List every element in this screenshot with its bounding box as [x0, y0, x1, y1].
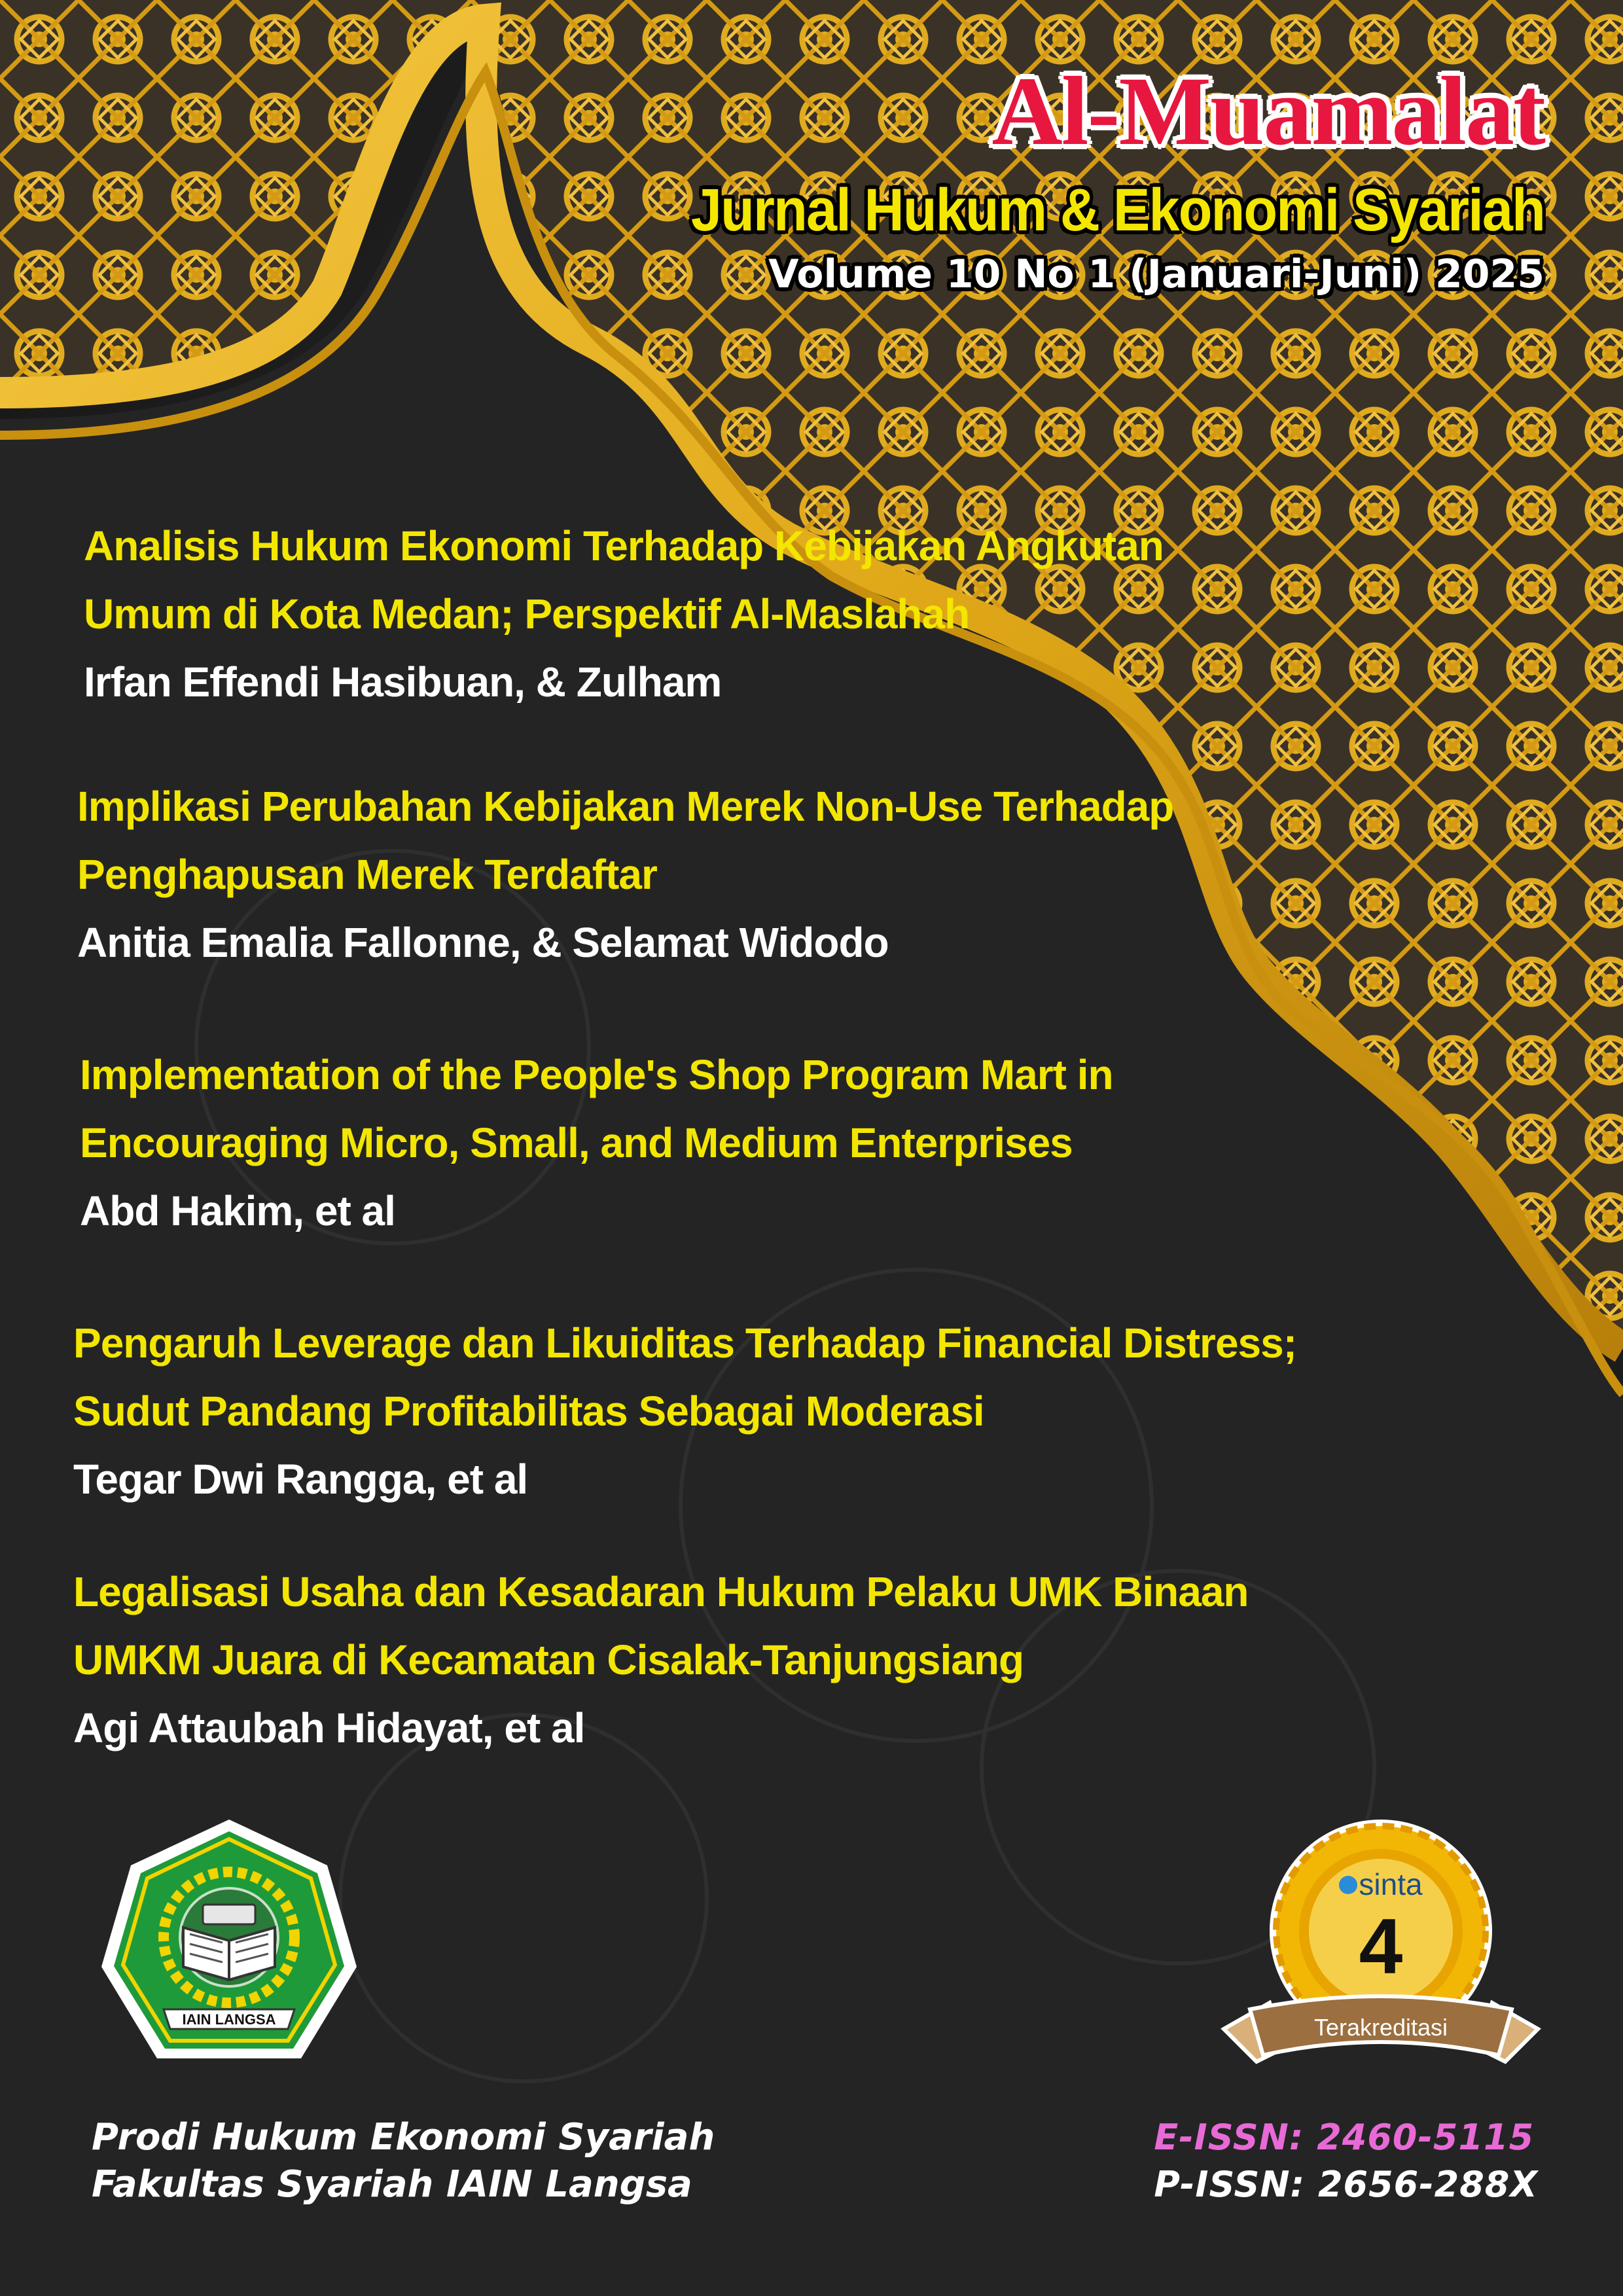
issn-info — [1154, 2114, 1538, 2208]
article-item — [84, 512, 1327, 716]
article-authors: Tegar Dwi Rangga, et al — [73, 1456, 528, 1503]
masthead — [563, 57, 1544, 297]
publisher-line-faculty: Fakultas Syariah IAIN Langsa — [92, 2163, 692, 2206]
article-title-line: Encouraging Micro, Small, and Medium Enterprises — [80, 1119, 1073, 1166]
article-title-line: Analisis Hukum Ekonomi Terhadap Kebijakan Angkutan — [84, 522, 1164, 569]
article-title-line: Legalisasi Usaha dan Kesadaran Hukum Pelaku UMK Binaan — [73, 1568, 1249, 1615]
logo-banner-text: IAIN LANGSA — [182, 2011, 276, 2028]
article-title-line: Implikasi Perubahan Kebijakan Merek Non-Use Terhadap — [77, 783, 1174, 830]
eissn: E-ISSN: 2460-5115 — [1154, 2117, 1535, 2158]
article-authors: Anitia Emalia Fallonne, & Selamat Widodo — [77, 919, 889, 966]
sinta-ribbon: Terakreditasi — [1313, 2014, 1448, 2041]
journal-name: Al-Muamalat — [991, 57, 1544, 166]
article-authors: Agi Attaubah Hidayat, et al — [73, 1704, 585, 1751]
article-item — [73, 1558, 1317, 1762]
publisher-line-program: Prodi Hukum Ekonomi Syariah — [92, 2116, 715, 2159]
article-title-line: Implementation of the People's Shop Program Mart in — [80, 1051, 1113, 1098]
sinta-rank: 4 — [1359, 1903, 1403, 1990]
article-item — [77, 772, 1321, 977]
article-title-line: Sudut Pandang Profitabilitas Sebagai Moderasi — [73, 1388, 984, 1435]
article-item — [80, 1041, 1323, 1245]
article-title-line: Umum di Kota Medan; Perspektif Al-Maslahah — [84, 590, 970, 637]
article-authors: Irfan Effendi Hasibuan, & Zulham — [84, 658, 722, 706]
journal-volume: Volume 10 No 1 (Januari-Juni) 2025 — [768, 251, 1544, 297]
iain-langsa-logo — [92, 1813, 366, 2088]
sinta-badge — [1211, 1813, 1551, 2094]
article-title-line: Penghapusan Merek Terdaftar — [77, 851, 657, 898]
sinta-brand: sinta — [1359, 1867, 1423, 1901]
article-title-line: Pengaruh Leverage dan Likuiditas Terhadap Financial Distress; — [73, 1319, 1297, 1367]
publisher-info — [92, 2114, 715, 2208]
journal-subtitle: Jurnal Hukum & Ekonomi Syariah — [690, 177, 1544, 243]
pissn: P-ISSN: 2656-288X — [1154, 2164, 1538, 2205]
article-authors: Abd Hakim, et al — [80, 1187, 395, 1234]
article-item — [73, 1309, 1317, 1513]
article-title-line: UMKM Juara di Kecamatan Cisalak-Tanjungsiang — [73, 1636, 1024, 1683]
